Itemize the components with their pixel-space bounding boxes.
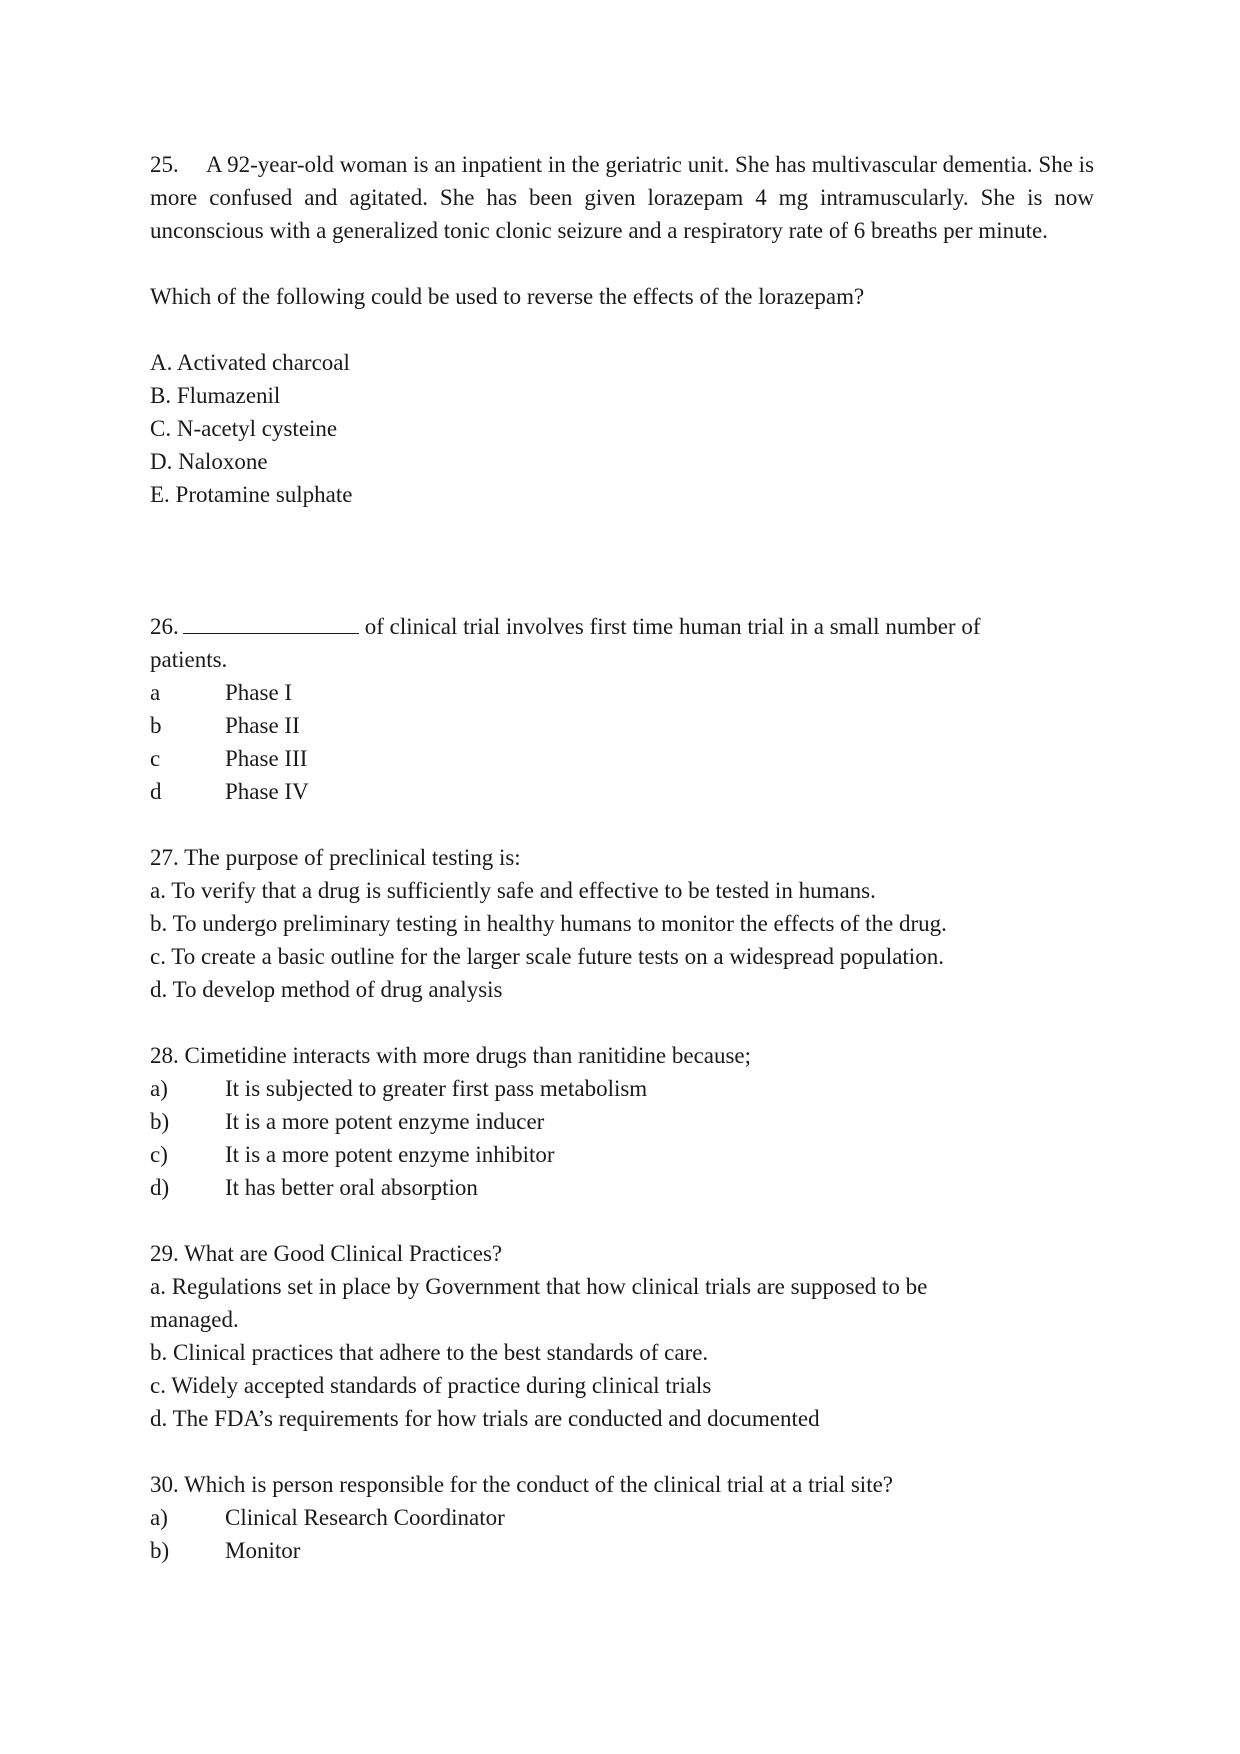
option: C. N-acetyl cysteine [150,416,338,441]
question-25-prompt: Which of the following could be used to reverse the effects of the lorazepam? [150,284,865,309]
option [150,676,1094,709]
option-text: It is a more potent enzyme inducer [225,1109,545,1134]
option: A. Activated charcoal [150,350,350,375]
question-26-number: 26. [150,614,179,639]
option-text: Phase IV [225,779,309,804]
option-key: b) [150,1538,170,1563]
question-27-stem: 27. The purpose of preclinical testing is: [150,845,521,870]
option-text: Phase I [225,680,293,705]
question-25-number: 25. [150,152,179,177]
option-text: It is subjected to greater first pass metabolism [225,1076,648,1101]
option [150,1534,1094,1567]
option [150,1501,1094,1534]
option: a. Regulations set in place by Government that how clinical trials are supposed to be managed. [150,1274,928,1332]
option-key: c [150,746,161,771]
question-25-stem [150,148,1094,247]
option [150,709,1094,742]
option: B. Flumazenil [150,383,281,408]
question-26-stem-line2: patients. [150,647,228,672]
question-29-options [150,1270,1094,1435]
option-text: Phase III [225,746,308,771]
question-30-stem: 30. Which is person responsible for the conduct of the clinical trial at a trial site? [150,1472,894,1497]
question-28-options [150,1072,1094,1204]
question-26-options [150,676,1094,808]
option-key: c) [150,1142,168,1167]
option [150,1138,1094,1171]
question-27-options [150,874,1094,1006]
option: b. To undergo preliminary testing in healthy humans to monitor the effects of the drug. [150,911,947,936]
question-26-text: of clinical trial involves first time human trial in a small number of [364,614,981,639]
option-key: b) [150,1109,170,1134]
option-key: d) [150,1175,170,1200]
exam-page [150,148,1094,1567]
option-text: Phase II [225,713,300,738]
option-text: It has better oral absorption [225,1175,478,1200]
option: b. Clinical practices that adhere to the best standards of care. [150,1340,709,1365]
option-text: Monitor [225,1538,301,1563]
option-key: a [150,680,161,705]
option: a. To verify that a drug is sufficiently safe and effective to be tested in humans. [150,878,876,903]
option [150,742,1094,775]
option [150,1105,1094,1138]
option [150,1072,1094,1105]
option: D. Naloxone [150,449,268,474]
question-28-stem: 28. Cimetidine interacts with more drugs than ranitidine because; [150,1043,752,1068]
option: c. Widely accepted standards of practice during clinical trials [150,1373,712,1398]
option: d. To develop method of drug analysis [150,977,503,1002]
option: c. To create a basic outline for the larger scale future tests on a widespread population. [150,944,944,969]
option-key: b [150,713,162,738]
question-25-text: A 92-year-old woman is an inpatient in the geriatric unit. She has multivascular dementia. She is more confused and agitated. She has been given lorazepam 4 mg intramuscularly. She is now unconscious with a generalized tonic clonic seizure and a respiratory rate of 6 breaths per minute. [150,152,1095,243]
question-26-stem [150,610,1094,643]
option: E. Protamine sulphate [150,482,353,507]
option-text: Clinical Research Coordinator [225,1505,505,1530]
question-25-options [150,346,1094,511]
fill-in-blank [183,611,359,634]
option: d. The FDA’s requirements for how trials are conducted and documented [150,1406,820,1431]
option [150,775,1094,808]
option-text: It is a more potent enzyme inhibitor [225,1142,555,1167]
option [150,1171,1094,1204]
option-key: a) [150,1505,168,1530]
question-30-options [150,1501,1094,1567]
option-key: d [150,779,162,804]
question-29-stem: 29. What are Good Clinical Practices? [150,1241,503,1266]
option-key: a) [150,1076,168,1101]
